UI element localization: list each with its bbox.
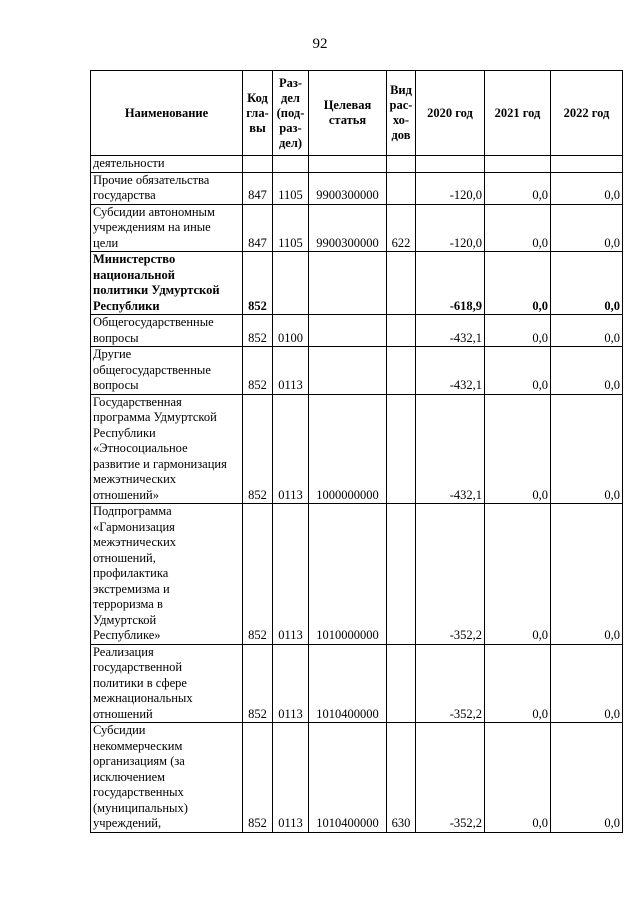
cell-v2020: -352,2 xyxy=(416,504,485,645)
cell-v2022: 0,0 xyxy=(551,394,623,504)
cell-razdel xyxy=(273,156,309,173)
cell-kod: 852 xyxy=(243,644,273,723)
cell-name xyxy=(91,315,243,347)
cell-v2022: 0,0 xyxy=(551,723,623,833)
budget-table xyxy=(90,70,623,833)
cell-vid xyxy=(387,156,416,173)
table-row xyxy=(91,252,623,315)
cell-v2022 xyxy=(551,156,623,173)
cell-v2021: 0,0 xyxy=(485,504,551,645)
cell-v2021: 0,0 xyxy=(485,347,551,395)
cell-v2020: -432,1 xyxy=(416,315,485,347)
cell-kod: 852 xyxy=(243,315,273,347)
cell-name-line: государственных xyxy=(93,785,184,799)
cell-statya: 1010400000 xyxy=(309,723,387,833)
cell-v2020: -432,1 xyxy=(416,347,485,395)
cell-kod: 852 xyxy=(243,394,273,504)
header-statya: Целевая статья xyxy=(309,71,387,156)
cell-name-line: организациям (за xyxy=(93,754,185,768)
cell-name-line: Реализация xyxy=(93,644,154,659)
cell-v2022: 0,0 xyxy=(551,347,623,395)
cell-v2021: 0,0 xyxy=(485,204,551,252)
cell-name-line: Удмуртской xyxy=(93,612,157,627)
cell-razdel: 1105 xyxy=(273,172,309,204)
cell-v2022: 0,0 xyxy=(551,315,623,347)
cell-statya: 9900300000 xyxy=(309,204,387,252)
header-2022: 2022 год xyxy=(551,71,623,156)
cell-name xyxy=(91,252,243,315)
cell-v2021: 0,0 xyxy=(485,172,551,204)
cell-name-line: Субсидии автономным xyxy=(93,204,215,219)
cell-v2021: 0,0 xyxy=(485,394,551,504)
cell-v2020: -120,0 xyxy=(416,204,485,252)
cell-name-line: исключением xyxy=(93,769,166,784)
table-row xyxy=(91,723,623,833)
cell-vid xyxy=(387,347,416,395)
cell-razdel: 0113 xyxy=(273,644,309,723)
table-header-row xyxy=(91,71,623,156)
cell-name-line: Республики xyxy=(93,298,160,313)
cell-kod: 852 xyxy=(243,723,273,833)
cell-statya: 1000000000 xyxy=(309,394,387,504)
page-number: 92 xyxy=(312,36,328,52)
cell-name xyxy=(91,394,243,504)
cell-name xyxy=(91,172,243,204)
cell-name-line: «Этносоциальное xyxy=(93,441,188,455)
cell-name-line: Подпрограмма xyxy=(93,504,172,518)
cell-name-line: деятельности xyxy=(93,156,165,170)
cell-name-line: Субсидии xyxy=(93,723,146,737)
cell-name-line: политики в сфере xyxy=(93,675,187,690)
cell-kod xyxy=(243,156,273,173)
cell-name-line: Республики xyxy=(93,425,156,440)
cell-kod: 852 xyxy=(243,347,273,395)
table-row xyxy=(91,156,623,173)
cell-vid: 622 xyxy=(387,204,416,252)
table-row xyxy=(91,204,623,252)
cell-name-line: отношений xyxy=(93,706,153,721)
cell-v2020: -432,1 xyxy=(416,394,485,504)
cell-v2021: 0,0 xyxy=(485,315,551,347)
cell-name-line: национальной xyxy=(93,267,175,282)
cell-name xyxy=(91,347,243,395)
table-body xyxy=(91,156,623,833)
cell-vid xyxy=(387,394,416,504)
cell-razdel: 0100 xyxy=(273,315,309,347)
cell-razdel xyxy=(273,252,309,315)
cell-v2020: -352,2 xyxy=(416,723,485,833)
cell-name-line: Другие xyxy=(93,347,132,361)
cell-vid xyxy=(387,172,416,204)
cell-name-line: программа Удмуртской xyxy=(93,410,217,424)
cell-statya xyxy=(309,252,387,315)
cell-v2022: 0,0 xyxy=(551,204,623,252)
cell-name-line: отношений» xyxy=(93,487,159,502)
cell-name-line: государства xyxy=(93,188,156,202)
cell-razdel: 0113 xyxy=(273,723,309,833)
cell-v2022: 0,0 xyxy=(551,252,623,315)
cell-v2021 xyxy=(485,156,551,173)
cell-statya: 1010400000 xyxy=(309,644,387,723)
cell-v2021: 0,0 xyxy=(485,723,551,833)
cell-kod: 847 xyxy=(243,172,273,204)
table-row xyxy=(91,504,623,645)
cell-v2022: 0,0 xyxy=(551,172,623,204)
cell-name-line: развитие и гармонизация xyxy=(93,456,227,471)
cell-vid xyxy=(387,644,416,723)
cell-name-line: межэтнических xyxy=(93,535,177,549)
cell-name-line: политики Удмуртской xyxy=(93,283,220,297)
cell-vid xyxy=(387,315,416,347)
cell-name xyxy=(91,156,243,173)
cell-kod: 847 xyxy=(243,204,273,252)
cell-name-line: Прочие обязательства xyxy=(93,172,210,187)
cell-razdel: 0113 xyxy=(273,347,309,395)
cell-v2020: -618,9 xyxy=(416,252,485,315)
cell-name-line: Государственная xyxy=(93,394,182,409)
cell-kod: 852 xyxy=(243,252,273,315)
table-row xyxy=(91,347,623,395)
cell-name-line: учреждений, xyxy=(93,816,162,830)
cell-name xyxy=(91,204,243,252)
header-2021: 2021 год xyxy=(485,71,551,156)
cell-v2020: -352,2 xyxy=(416,644,485,723)
cell-statya xyxy=(309,347,387,395)
cell-statya xyxy=(309,156,387,173)
cell-razdel: 0113 xyxy=(273,504,309,645)
header-2020: 2020 год xyxy=(416,71,485,156)
cell-name-line: экстремизма и xyxy=(93,581,170,596)
cell-v2022: 0,0 xyxy=(551,504,623,645)
cell-name-line: «Гармонизация xyxy=(93,519,175,534)
cell-name-line: Министерство xyxy=(93,252,176,266)
cell-name xyxy=(91,504,243,645)
cell-vid: 630 xyxy=(387,723,416,833)
header-kod: Код гла- вы xyxy=(243,71,273,156)
cell-name-line: (муниципальных) xyxy=(93,800,188,815)
cell-statya xyxy=(309,315,387,347)
table-row xyxy=(91,644,623,723)
table-row xyxy=(91,315,623,347)
cell-name-line: Общегосударственные xyxy=(93,315,214,329)
cell-statya: 1010000000 xyxy=(309,504,387,645)
cell-name xyxy=(91,723,243,833)
cell-name-line: межнациональных xyxy=(93,691,193,705)
cell-razdel: 0113 xyxy=(273,394,309,504)
cell-v2020 xyxy=(416,156,485,173)
table-row xyxy=(91,394,623,504)
cell-v2021: 0,0 xyxy=(485,644,551,723)
cell-name-line: некоммерческим xyxy=(93,738,183,753)
cell-name-line: Республике» xyxy=(93,628,161,642)
cell-name-line: межэтнических xyxy=(93,472,177,486)
header-vid: Вид рас- хо- дов xyxy=(387,71,416,156)
cell-name-line: отношений, xyxy=(93,550,156,565)
cell-name-line: цели xyxy=(93,235,119,250)
header-name: Наименование xyxy=(91,71,243,156)
cell-name xyxy=(91,644,243,723)
cell-statya: 9900300000 xyxy=(309,172,387,204)
cell-name-line: терроризма в xyxy=(93,597,163,611)
cell-name-line: вопросы xyxy=(93,330,139,345)
cell-vid xyxy=(387,504,416,645)
header-razdel: Раз- дел (под- раз- дел) xyxy=(273,71,309,156)
cell-name-line: учреждениям на иные xyxy=(93,220,211,234)
cell-kod: 852 xyxy=(243,504,273,645)
cell-vid xyxy=(387,252,416,315)
cell-v2020: -120,0 xyxy=(416,172,485,204)
table-row xyxy=(91,172,623,204)
cell-v2021: 0,0 xyxy=(485,252,551,315)
cell-name-line: вопросы xyxy=(93,378,139,392)
cell-name-line: общегосударственные xyxy=(93,362,211,377)
cell-razdel: 1105 xyxy=(273,204,309,252)
cell-name-line: профилактика xyxy=(93,566,169,580)
cell-name-line: государственной xyxy=(93,660,183,674)
cell-v2022: 0,0 xyxy=(551,644,623,723)
